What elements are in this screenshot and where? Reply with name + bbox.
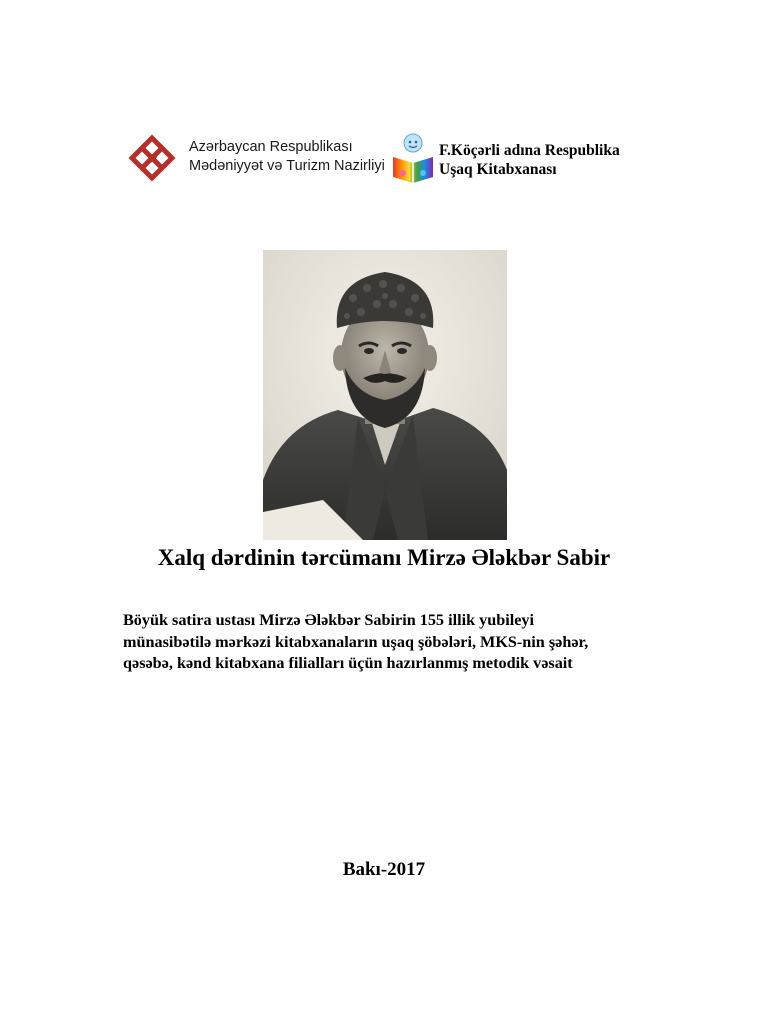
- subtitle-line1: Böyük satira ustası Mirzə Ələkbər Sabirin 155 illik yubileyi: [123, 611, 534, 629]
- ministry-knot-logo-icon: [128, 134, 180, 182]
- subtitle-line3: qəsəbə, kənd kitabxana filialları üçün hazırlanmış metodik vəsait: [123, 654, 573, 672]
- library-name: [439, 141, 620, 179]
- subtitle-line2: münasibətilə mərkəzi kitabxanaların uşaq şöbələri, MKS-nin şəhər,: [123, 632, 589, 651]
- ministry-name-line1: Azərbaycan Respublikası: [189, 139, 353, 155]
- ministry-name-line2: Mədəniyyət və Turizm Nazirliyi: [189, 158, 385, 174]
- children-library-book-logo-icon: [390, 131, 436, 187]
- document-subtitle: [123, 610, 663, 675]
- place-year: Bakı-2017: [342, 859, 426, 880]
- document-title: Xalq dərdinin tərcümanı Mirzə Ələkbər Sabir: [157, 545, 611, 570]
- portrait-photo-icon: [263, 250, 507, 540]
- ministry-name: [189, 138, 385, 176]
- library-name-line2: Uşaq Kitabxanası: [439, 161, 557, 178]
- library-name-line1: F.Köçərli adına Respublika: [439, 142, 620, 159]
